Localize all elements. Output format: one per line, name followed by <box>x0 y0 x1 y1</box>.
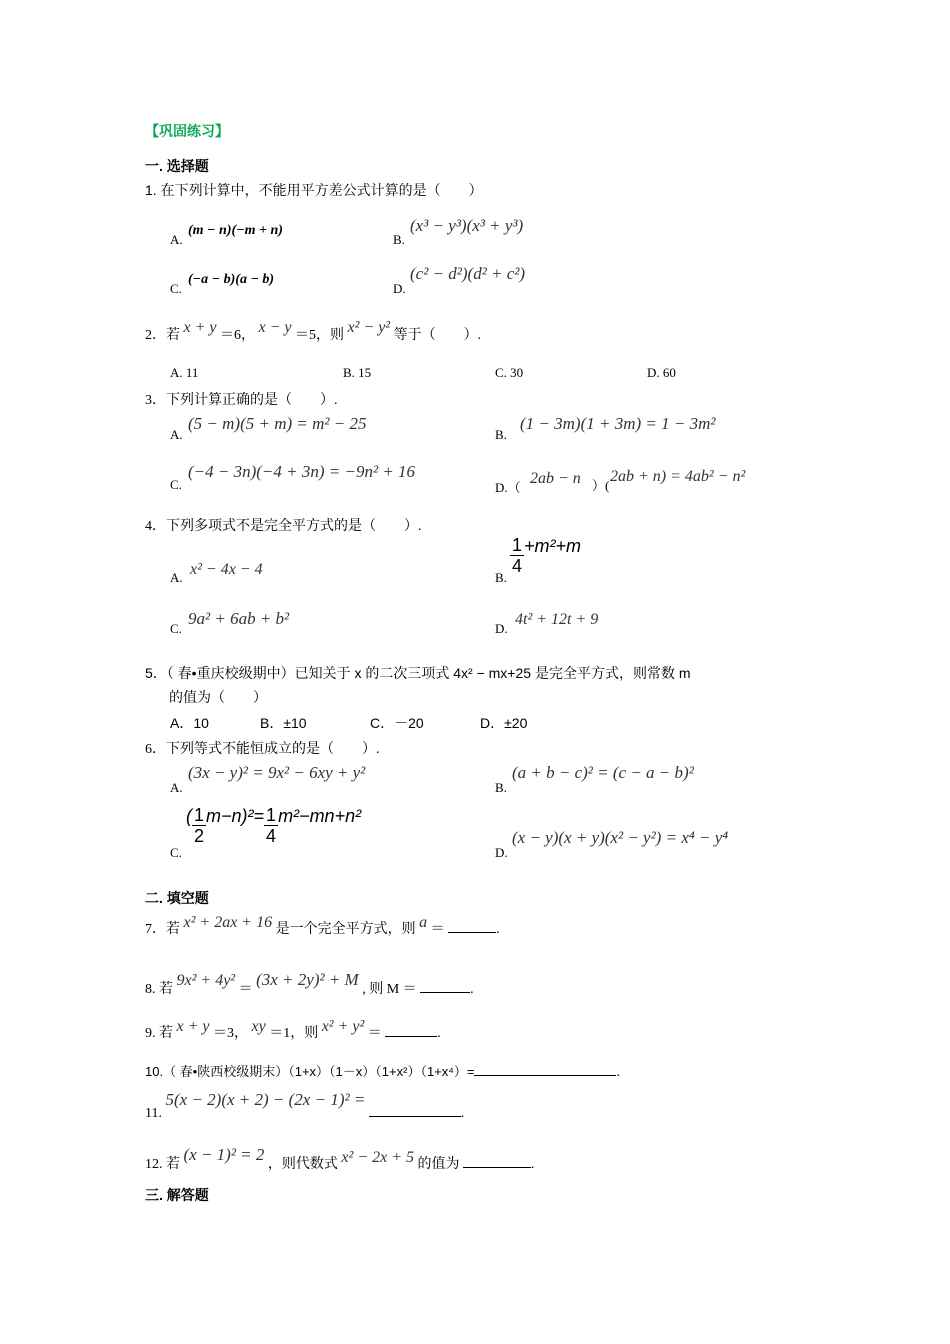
q6-option-c-fraction-1 <box>192 806 206 845</box>
q8-period: . <box>470 982 474 997</box>
q6-option-c-numerator-2: 1 <box>266 805 277 825</box>
q2-option-d: D. 60 <box>647 365 676 380</box>
q7-period: . <box>496 922 500 937</box>
q6-option-c-denominator-2: 4 <box>266 826 277 846</box>
q2-number: 2．若 <box>145 328 180 343</box>
section-title-fill: 二. 填空题 <box>145 890 209 906</box>
q8-text: , 则 M ＝ <box>362 982 417 997</box>
q8-expression-left: 9x² + 4y² <box>176 972 236 989</box>
q4-option-d: 4t² + 12t + 9 <box>515 611 599 628</box>
question-12 <box>145 1145 535 1173</box>
q2-option-a: A. 11 <box>170 365 199 380</box>
q12-answer-blank[interactable] <box>463 1155 531 1168</box>
q7-text-2: ＝ <box>430 922 445 937</box>
q10-text: 10.（ 春•陕西校级期末）（1+x）（1－x）（1+x²）（1+x⁴）= <box>145 1064 475 1079</box>
q2-text-3: 等于（ ）. <box>393 328 482 343</box>
q1-option-a-label: A. <box>170 232 183 247</box>
q6-option-c-middle: m−n)²= <box>206 806 265 827</box>
q4-option-b-numerator: 1 <box>512 535 523 555</box>
question-10 <box>145 1061 620 1081</box>
question-5-stem-line2: 的值为（ ） <box>169 689 267 705</box>
question-6-stem: 6．下列等式不能恒成立的是（ ）. <box>145 742 380 757</box>
q4-option-b-denominator: 4 <box>512 556 523 576</box>
q8-answer-blank[interactable] <box>420 980 470 993</box>
q6-option-b: (a + b − c)² = (c − a − b)² <box>512 763 694 782</box>
q4-option-c: 9a² + 6ab + b² <box>188 609 290 628</box>
q3-option-d-part1: 2ab − n <box>530 470 581 487</box>
q6-option-c-rest: m²−mn+n² <box>278 806 362 827</box>
q6-option-b-label: B. <box>495 780 507 795</box>
q3-option-c: (−4 − 3n)(−4 + 3n) = −9n² + 16 <box>188 462 416 481</box>
q11-answer-blank[interactable] <box>369 1104 461 1117</box>
q1-option-d: (c² − d²)(d² + c²) <box>410 264 526 283</box>
q3-option-b: (1 − 3m)(1 + 3m) = 1 − 3m² <box>520 414 716 433</box>
q3-option-d-part2: 2ab + n) = 4ab² − n² <box>610 468 746 485</box>
q9-period: . <box>437 1026 441 1041</box>
q10-answer-blank[interactable] <box>474 1063 616 1076</box>
q12-expression: x² − 2x + 5 <box>341 1149 415 1166</box>
q9-expression-target: x² + y² <box>321 1018 365 1035</box>
q1-option-c: (−a − b)(a − b) <box>188 272 275 287</box>
section-title-solve: 三. 解答题 <box>145 1187 209 1203</box>
q11-expression: 5(x − 2)(x + 2) − (2x − 1)² = <box>165 1090 366 1109</box>
section-heading: 【巩固练习】 <box>145 123 229 139</box>
q6-option-c-fraction-2 <box>264 806 278 845</box>
q4-option-a-label: A. <box>170 570 183 585</box>
q12-condition: (x − 1)² = 2 <box>183 1145 265 1164</box>
q8-expression-right: (3x + 2y)² + M <box>256 970 359 989</box>
q6-option-c-label: C. <box>170 845 182 860</box>
q2-option-c: C. 30 <box>495 365 524 380</box>
q12-number: 12. 若 <box>145 1157 180 1172</box>
q5-option-c: C．－20 <box>370 715 424 731</box>
q6-option-c-numerator-1: 1 <box>194 805 205 825</box>
q9-equals: ＝ <box>367 1026 382 1041</box>
q1-option-b: (x³ − y³)(x³ + y³) <box>410 216 524 235</box>
question-2-stem <box>145 319 482 344</box>
question-4-stem: 4．下列多项式不是完全平方式的是（ ）. <box>145 519 422 534</box>
q4-option-b <box>510 536 581 575</box>
q7-expression: x² + 2ax + 16 <box>183 914 273 931</box>
q2-text-1: ＝6， <box>220 328 255 343</box>
q3-option-a: (5 − m)(5 + m) = m² − 25 <box>188 414 367 433</box>
q5-option-b: B．±10 <box>260 715 307 731</box>
question-9 <box>145 1018 441 1042</box>
q12-text-2: 的值为 <box>417 1157 460 1172</box>
q2-expr-diff: x − y <box>258 319 292 336</box>
q3-option-d-label: D.（ <box>495 480 521 495</box>
q1-option-d-label: D. <box>393 281 406 296</box>
q6-option-c <box>186 806 361 845</box>
q2-text-2: ＝5，则 <box>295 328 344 343</box>
q6-option-a: (3x − y)² = 9x² − 6xy + y² <box>188 763 366 782</box>
q3-option-a-label: A. <box>170 427 183 442</box>
q3-option-d-separator: ）( <box>592 478 610 493</box>
q1-option-c-label: C. <box>170 281 182 296</box>
q9-number: 9. 若 <box>145 1026 173 1041</box>
q4-option-d-label: D. <box>495 621 508 636</box>
q1-option-b-label: B. <box>393 232 405 247</box>
q7-number: 7．若 <box>145 922 180 937</box>
q11-period: . <box>460 1106 465 1121</box>
q2-expr-sum: x + y <box>183 319 217 336</box>
q1-option-a: (m − n)(−m + n) <box>188 223 283 238</box>
q12-text-1: ，则代数式 <box>267 1157 338 1172</box>
q9-expression-product: xy <box>251 1018 266 1035</box>
q9-expression-sum: x + y <box>176 1018 210 1035</box>
question-8 <box>145 970 474 998</box>
q8-number: 8. 若 <box>145 982 173 997</box>
q6-option-c-open: ( <box>186 806 192 827</box>
q5-option-d: D．±20 <box>480 715 528 731</box>
q6-option-c-denominator-1: 2 <box>194 826 205 846</box>
section-title-choice: 一. 选择题 <box>145 158 209 174</box>
q7-variable: a <box>419 914 428 931</box>
q10-period: . <box>616 1065 620 1080</box>
q4-option-b-rest: +m²+m <box>524 536 582 557</box>
question-5-stem-line1: 5．（ 春•重庆校级期中）已知关于 x 的二次三项式 4x² − mx+25 是完全平方式，则常数 m <box>145 665 691 681</box>
question-1-stem: 1. 在下列计算中，不能用平方差公式计算的是（ ） <box>145 182 483 198</box>
question-11 <box>145 1090 465 1122</box>
q4-option-b-fraction <box>510 536 524 575</box>
q2-option-b: B. 15 <box>343 365 372 380</box>
q3-option-b-label: B. <box>495 427 507 442</box>
q9-answer-blank[interactable] <box>385 1024 437 1037</box>
q3-option-c-label: C. <box>170 477 182 492</box>
q4-option-a: x² − 4x − 4 <box>190 561 263 578</box>
q8-equals: ＝ <box>238 982 253 997</box>
q4-option-b-label: B. <box>495 570 507 585</box>
q6-option-d: (x − y)(x + y)(x² − y²) = x⁴ − y⁴ <box>512 828 729 847</box>
q5-option-a: A．10 <box>170 715 209 731</box>
q9-text-1: ＝3， <box>213 1026 248 1041</box>
q7-text-1: 是一个完全平方式，则 <box>275 922 416 937</box>
question-3-stem: 3．下列计算正确的是（ ）. <box>145 393 338 408</box>
q7-answer-blank[interactable] <box>448 920 496 933</box>
q4-option-c-label: C. <box>170 621 182 636</box>
q2-expr-square-diff: x² − y² <box>347 319 391 336</box>
question-7 <box>145 914 500 938</box>
q9-text-2: ＝1，则 <box>269 1026 319 1041</box>
q12-period: . <box>531 1157 535 1172</box>
q6-option-d-label: D. <box>495 845 508 860</box>
q6-option-a-label: A. <box>170 780 183 795</box>
q11-number: 11. <box>145 1106 162 1121</box>
